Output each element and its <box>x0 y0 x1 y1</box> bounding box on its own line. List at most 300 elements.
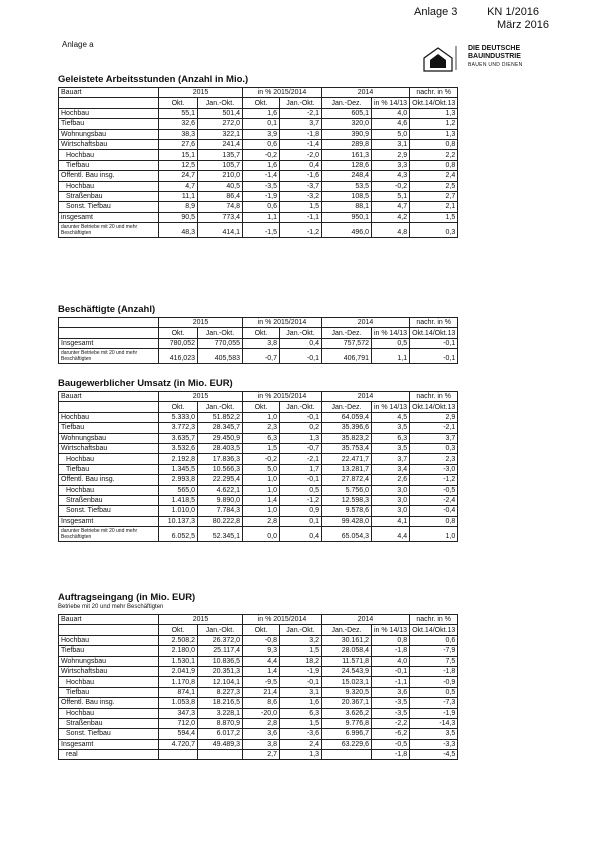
table-cell: 4,3 <box>372 171 410 181</box>
section-title: Geleistete Arbeitsstunden (Anzahl in Mio.) <box>58 74 249 85</box>
table-cell: 1.530,1 <box>159 656 198 666</box>
table-cell: -3,6 <box>280 729 322 739</box>
table-cell: -1,2 <box>410 475 458 485</box>
table-cell: 0,2 <box>280 423 322 433</box>
table-cell: 8.870,9 <box>198 718 243 728</box>
column-header: Jan.-Dez. <box>322 402 372 412</box>
table-cell: 3,7 <box>410 433 458 443</box>
column-group-header: 2015 <box>159 392 243 402</box>
column-header: Okt. <box>243 402 280 412</box>
table-cell: 2,3 <box>243 423 280 433</box>
table-cell: 950,1 <box>322 212 372 222</box>
table-cell: 35.753,4 <box>322 443 372 453</box>
column-group-header: 2014 <box>322 615 410 625</box>
row-label: Hochbau <box>59 412 159 422</box>
row-label: Wohnungsbau <box>59 656 159 666</box>
column-group-header: 2014 <box>322 392 410 402</box>
table-cell: -3,5 <box>372 698 410 708</box>
header-row-2 <box>59 98 458 108</box>
column-header <box>59 98 159 108</box>
table-cell: -2,4 <box>410 495 458 505</box>
table-cell: 3,4 <box>372 464 410 474</box>
row-label: Wirtschaftsbau <box>59 666 159 676</box>
table-row <box>59 516 458 526</box>
table-row <box>59 475 458 485</box>
table-cell: 9.776,8 <box>322 718 372 728</box>
table-cell: 4,7 <box>159 181 198 191</box>
table-cell: 80.222,8 <box>198 516 243 526</box>
table-cell: 0,8 <box>410 160 458 170</box>
table-row <box>59 412 458 422</box>
table-cell: 9,3 <box>243 646 280 656</box>
footer-row <box>59 527 458 542</box>
footer-cell <box>198 750 243 760</box>
footer-label: darunter Betriebe mit 20 und mehr Beschäftigten <box>59 349 159 364</box>
data-table <box>58 614 458 760</box>
table-cell: 1,0 <box>243 485 280 495</box>
column-header: Okt. <box>159 625 198 635</box>
table-cell: -3,3 <box>410 739 458 749</box>
date-label: März 2016 <box>497 19 549 31</box>
table-cell: -1,6 <box>280 171 322 181</box>
table-cell: 1,4 <box>243 495 280 505</box>
table-cell: -0,2 <box>372 181 410 191</box>
table-cell: -2,1 <box>280 108 322 118</box>
table-row <box>59 202 458 212</box>
table-cell: 1,4 <box>243 666 280 676</box>
table-cell: -2,2 <box>372 718 410 728</box>
footer-cell: 406,791 <box>322 349 372 364</box>
table-cell: 1,5 <box>243 443 280 453</box>
column-group-header: 2015 <box>159 88 243 98</box>
row-label: Tiefbau <box>59 423 159 433</box>
table-cell: 0,9 <box>280 506 322 516</box>
column-group-header: nachr. in % <box>410 318 458 328</box>
table-cell: 390,9 <box>322 129 372 139</box>
table-cell: 757,572 <box>322 338 372 348</box>
data-table <box>58 317 458 364</box>
table-cell: 3.228,1 <box>198 708 243 718</box>
table-cell: 35.823,2 <box>322 433 372 443</box>
table-cell: 27,6 <box>159 139 198 149</box>
document-header <box>414 6 549 32</box>
footer-row <box>59 223 458 238</box>
table-cell: -0,5 <box>372 739 410 749</box>
table-row <box>59 485 458 495</box>
row-label: Sonst. Tiefbau <box>59 202 159 212</box>
table-cell: -7,3 <box>410 698 458 708</box>
table-cell: 605,1 <box>322 108 372 118</box>
table-cell: 63.229,6 <box>322 739 372 749</box>
table-cell: 4,0 <box>372 656 410 666</box>
column-group-header: in % 2015/2014 <box>243 88 322 98</box>
table-cell: -0,1 <box>372 666 410 676</box>
table-cell: 0,5 <box>280 485 322 495</box>
row-label: Tiefbau <box>59 464 159 474</box>
table-cell: 3,9 <box>243 129 280 139</box>
table-cell: 3.626,2 <box>322 708 372 718</box>
table-cell: 1,3 <box>410 108 458 118</box>
table-cell: -0,1 <box>280 677 322 687</box>
table-cell: 2.993,8 <box>159 475 198 485</box>
table-cell: 2,3 <box>410 454 458 464</box>
column-group-header: 2015 <box>159 318 243 328</box>
table-cell: 26.372,0 <box>198 635 243 645</box>
table-cell: -20,0 <box>243 708 280 718</box>
table-cell: 18.216,5 <box>198 698 243 708</box>
footer-cell <box>322 750 372 760</box>
table-row <box>59 729 458 739</box>
table-cell: 780,052 <box>159 338 198 348</box>
footer-cell: 0,4 <box>280 527 322 542</box>
table-cell: 105,7 <box>198 160 243 170</box>
table-row <box>59 171 458 181</box>
footer-label: darunter Betriebe mit 20 und mehr Beschäftigten <box>59 527 159 542</box>
table-cell: 32,6 <box>159 119 198 129</box>
table-cell: 27.872,4 <box>322 475 372 485</box>
table-cell: 773,4 <box>198 212 243 222</box>
anlage-a-label: Anlage a <box>62 40 94 49</box>
table-cell: -3,7 <box>280 181 322 191</box>
footer-cell: 0,0 <box>243 527 280 542</box>
footer-cell: 405,583 <box>198 349 243 364</box>
header-row-1 <box>59 88 458 98</box>
header-row-2 <box>59 402 458 412</box>
table-cell: 1.053,8 <box>159 698 198 708</box>
table-cell: 28.058,4 <box>322 646 372 656</box>
table-cell: 74,8 <box>198 202 243 212</box>
table-row <box>59 212 458 222</box>
table-cell: 3,0 <box>372 485 410 495</box>
table-cell: 30.161,2 <box>322 635 372 645</box>
row-label: Öffentl. Bau insg. <box>59 698 159 708</box>
row-label: Sonst. Tiefbau <box>59 729 159 739</box>
table-cell: 0,5 <box>372 338 410 348</box>
data-table <box>58 391 458 542</box>
table-cell: 3,6 <box>372 687 410 697</box>
table-cell: -1,8 <box>372 646 410 656</box>
column-group-header: nachr. in % <box>410 88 458 98</box>
table-cell: 0,8 <box>410 139 458 149</box>
table-cell: 0,1 <box>243 119 280 129</box>
footer-cell: 65.054,3 <box>322 527 372 542</box>
row-label: Öffentl. Bau insg. <box>59 475 159 485</box>
row-label: Straßenbau <box>59 718 159 728</box>
table-cell: 4,6 <box>372 119 410 129</box>
table-cell: 88,1 <box>322 202 372 212</box>
column-header <box>59 328 159 338</box>
table-cell: 20.351,3 <box>198 666 243 676</box>
table-cell: -0,2 <box>243 454 280 464</box>
footer-cell: 1,3 <box>280 750 322 760</box>
column-group-header: in % 2015/2014 <box>243 392 322 402</box>
table-cell: 0,3 <box>410 443 458 453</box>
footer-cell: 4,4 <box>372 527 410 542</box>
table-cell: -0,7 <box>280 443 322 453</box>
table-cell: 1,5 <box>410 212 458 222</box>
table-cell: 3,3 <box>372 160 410 170</box>
row-label: Tiefbau <box>59 687 159 697</box>
table-row <box>59 708 458 718</box>
table-cell: 99.428,0 <box>322 516 372 526</box>
column-group-header <box>59 318 159 328</box>
table-row <box>59 150 458 160</box>
column-group-header: in % 2015/2014 <box>243 615 322 625</box>
table-cell: -1,1 <box>280 212 322 222</box>
table-row <box>59 443 458 453</box>
table-cell: 128,6 <box>322 160 372 170</box>
logo-tagline: BAUEN UND DIENEN <box>468 62 523 68</box>
footer-cell: 0,3 <box>410 223 458 238</box>
footer-label: darunter Betriebe mit 20 und mehr Beschäftigten <box>59 223 159 238</box>
data-table <box>58 87 458 238</box>
column-header: Okt.14/Okt.13 <box>410 402 458 412</box>
footer-cell: 1,0 <box>410 527 458 542</box>
column-group-header: nachr. in % <box>410 615 458 625</box>
table-cell: 3,6 <box>243 729 280 739</box>
column-header: Okt. <box>159 328 198 338</box>
table-cell: 1,3 <box>280 433 322 443</box>
row-label: Wirtschaftsbau <box>59 443 159 453</box>
row-label: Straßenbau <box>59 495 159 505</box>
table-cell: -1,9 <box>410 708 458 718</box>
table-cell: 2,7 <box>410 191 458 201</box>
table-cell: 12.104,1 <box>198 677 243 687</box>
table-cell: -0,1 <box>280 475 322 485</box>
table-cell: 3,5 <box>410 729 458 739</box>
table-cell: 3,1 <box>280 687 322 697</box>
table-cell: 6.996,7 <box>322 729 372 739</box>
footer-cell: -1,8 <box>372 750 410 760</box>
table-row <box>59 160 458 170</box>
table-cell: 1,5 <box>280 646 322 656</box>
table-cell: 51.852,2 <box>198 412 243 422</box>
table-row <box>59 433 458 443</box>
table-cell: 0,5 <box>410 687 458 697</box>
table-cell: 11,1 <box>159 191 198 201</box>
table-cell: 4,1 <box>372 516 410 526</box>
table-row <box>59 191 458 201</box>
table-cell: 3,2 <box>280 635 322 645</box>
row-label: Tiefbau <box>59 646 159 656</box>
logo-wordmark: DIE DEUTSCHE BAUINDUSTRIE <box>468 45 521 60</box>
column-header: Jan.-Okt. <box>198 402 243 412</box>
table-cell: 13.281,7 <box>322 464 372 474</box>
table-cell: 4,4 <box>243 656 280 666</box>
table-cell: -1,2 <box>280 495 322 505</box>
table-row <box>59 635 458 645</box>
table-cell: -0,1 <box>280 412 322 422</box>
table-cell: -3,0 <box>410 464 458 474</box>
table-row <box>59 718 458 728</box>
table-cell: 7.784,3 <box>198 506 243 516</box>
table-cell: 55,1 <box>159 108 198 118</box>
row-label: Hochbau <box>59 108 159 118</box>
table-cell: 11.571,8 <box>322 656 372 666</box>
table-cell: 6,3 <box>372 433 410 443</box>
table-cell: 1,6 <box>280 698 322 708</box>
row-label: Insgesamt <box>59 516 159 526</box>
table-cell: 15.023,1 <box>322 677 372 687</box>
table-cell: 40,5 <box>198 181 243 191</box>
table-cell: 1,6 <box>243 108 280 118</box>
table-row <box>59 687 458 697</box>
table-cell: -3,5 <box>243 181 280 191</box>
table-cell: 1,6 <box>243 160 280 170</box>
table-cell: 248,4 <box>322 171 372 181</box>
header-row-1 <box>59 392 458 402</box>
table-cell: 9.320,5 <box>322 687 372 697</box>
table-row <box>59 666 458 676</box>
table-cell: 3,7 <box>280 119 322 129</box>
table-cell: 1,1 <box>243 212 280 222</box>
table-cell: 241,4 <box>198 139 243 149</box>
table-cell: 501,4 <box>198 108 243 118</box>
anlage-label: Anlage 3 <box>414 6 458 18</box>
table-cell: 21,4 <box>243 687 280 697</box>
table-cell: 322,1 <box>198 129 243 139</box>
table-cell: 0,6 <box>243 139 280 149</box>
table-cell: 53,5 <box>322 181 372 191</box>
footer-cell: -1,2 <box>280 223 322 238</box>
table-row <box>59 464 458 474</box>
table-cell: 1,5 <box>280 718 322 728</box>
table-cell: -1,4 <box>280 139 322 149</box>
header-row-2 <box>59 328 458 338</box>
table-cell: 4,7 <box>372 202 410 212</box>
footer-cell: 48,3 <box>159 223 198 238</box>
column-header: Jan.-Okt. <box>280 402 322 412</box>
footer-cell: -1,5 <box>243 223 280 238</box>
table-cell: 7,5 <box>410 656 458 666</box>
row-label: Sonst. Tiefbau <box>59 506 159 516</box>
table-cell: 22.471,7 <box>322 454 372 464</box>
table-cell: 3.635,7 <box>159 433 198 443</box>
column-header: Jan.-Okt. <box>198 625 243 635</box>
table-cell: 3,0 <box>372 506 410 516</box>
row-label: Insgesamt <box>59 739 159 749</box>
table-cell: -2,0 <box>280 150 322 160</box>
table-cell: 1,7 <box>280 464 322 474</box>
table-cell: 2,9 <box>372 150 410 160</box>
column-header: Jan.-Dez. <box>322 625 372 635</box>
column-header: Okt.14/Okt.13 <box>410 98 458 108</box>
table-cell: 135,7 <box>198 150 243 160</box>
table-cell: 1,2 <box>410 119 458 129</box>
section-subtitle: Betriebe mit 20 und mehr Beschäftigten <box>58 604 164 610</box>
table-cell: -0,2 <box>243 150 280 160</box>
table-cell: 4.622,1 <box>198 485 243 495</box>
column-group-header: in % 2015/2014 <box>243 318 322 328</box>
table-cell: 0,8 <box>372 635 410 645</box>
table-cell: 4,2 <box>372 212 410 222</box>
row-label: Insgesamt <box>59 338 159 348</box>
table-cell: -3,2 <box>280 191 322 201</box>
table-cell: 1.418,5 <box>159 495 198 505</box>
footer-cell: 4,8 <box>372 223 410 238</box>
footer-row <box>59 349 458 364</box>
table-cell: 10.566,3 <box>198 464 243 474</box>
column-group-header: Bauart <box>59 615 159 625</box>
table-cell: 20.367,1 <box>322 698 372 708</box>
table-cell: 4,5 <box>372 412 410 422</box>
table-cell: 289,8 <box>322 139 372 149</box>
table-row <box>59 506 458 516</box>
table-cell: 6,3 <box>243 433 280 443</box>
row-label: Wirtschaftsbau <box>59 139 159 149</box>
footer-cell: 52.345,1 <box>198 527 243 542</box>
table-cell: 3,1 <box>372 139 410 149</box>
column-header: in % 14/13 <box>372 328 410 338</box>
table-cell: 12,5 <box>159 160 198 170</box>
table-cell: 49.489,3 <box>198 739 243 749</box>
table-row <box>59 495 458 505</box>
table-cell: 2,8 <box>243 718 280 728</box>
table-cell: 28.345,7 <box>198 423 243 433</box>
header-row-1 <box>59 318 458 328</box>
column-header: in % 14/13 <box>372 98 410 108</box>
table-cell: 210,0 <box>198 171 243 181</box>
table-cell: 35.396,6 <box>322 423 372 433</box>
column-header: Jan.-Okt. <box>280 625 322 635</box>
table-cell: 25.117,4 <box>198 646 243 656</box>
table-cell: 2.180,0 <box>159 646 198 656</box>
table-cell: 2,8 <box>243 516 280 526</box>
table-cell: 1,0 <box>243 506 280 516</box>
table-cell: 9.578,6 <box>322 506 372 516</box>
row-label: Hochbau <box>59 181 159 191</box>
section-title: Beschäftigte (Anzahl) <box>58 304 156 315</box>
table-cell: 18,2 <box>280 656 322 666</box>
table-cell: 3,8 <box>243 739 280 749</box>
table-cell: 24.543,9 <box>322 666 372 676</box>
table-row <box>59 129 458 139</box>
table-cell: -1,1 <box>372 677 410 687</box>
footer-cell: 6.052,5 <box>159 527 198 542</box>
footer-cell: -4,5 <box>410 750 458 760</box>
column-header: Jan.-Dez. <box>322 98 372 108</box>
table-cell: 10.836,5 <box>198 656 243 666</box>
column-header: in % 14/13 <box>372 625 410 635</box>
row-label: Hochbau <box>59 677 159 687</box>
row-label: Hochbau <box>59 150 159 160</box>
table-cell: 347,3 <box>159 708 198 718</box>
column-header: Jan.-Okt. <box>280 98 322 108</box>
column-group-header: 2015 <box>159 615 243 625</box>
column-header: Okt. <box>159 402 198 412</box>
table-row <box>59 181 458 191</box>
table-cell: 4,0 <box>372 108 410 118</box>
column-header: Okt.14/Okt.13 <box>410 625 458 635</box>
kn-label: KN 1/2016 <box>487 6 540 18</box>
table-cell: 2,4 <box>280 739 322 749</box>
table-cell: 6,3 <box>280 708 322 718</box>
table-row <box>59 139 458 149</box>
table-cell: -3,5 <box>372 708 410 718</box>
table-cell: 874,1 <box>159 687 198 697</box>
table-cell: 1.010,0 <box>159 506 198 516</box>
table-cell: -6,2 <box>372 729 410 739</box>
footer-cell: 416,023 <box>159 349 198 364</box>
table-cell: 320,0 <box>322 119 372 129</box>
table-cell: 0,6 <box>410 635 458 645</box>
table-cell: 0,4 <box>280 338 322 348</box>
table-cell: 3.532,6 <box>159 443 198 453</box>
table-cell: 5,0 <box>243 464 280 474</box>
column-header: Okt. <box>243 98 280 108</box>
table-cell: 2,9 <box>410 412 458 422</box>
column-header: Jan.-Okt. <box>198 328 243 338</box>
